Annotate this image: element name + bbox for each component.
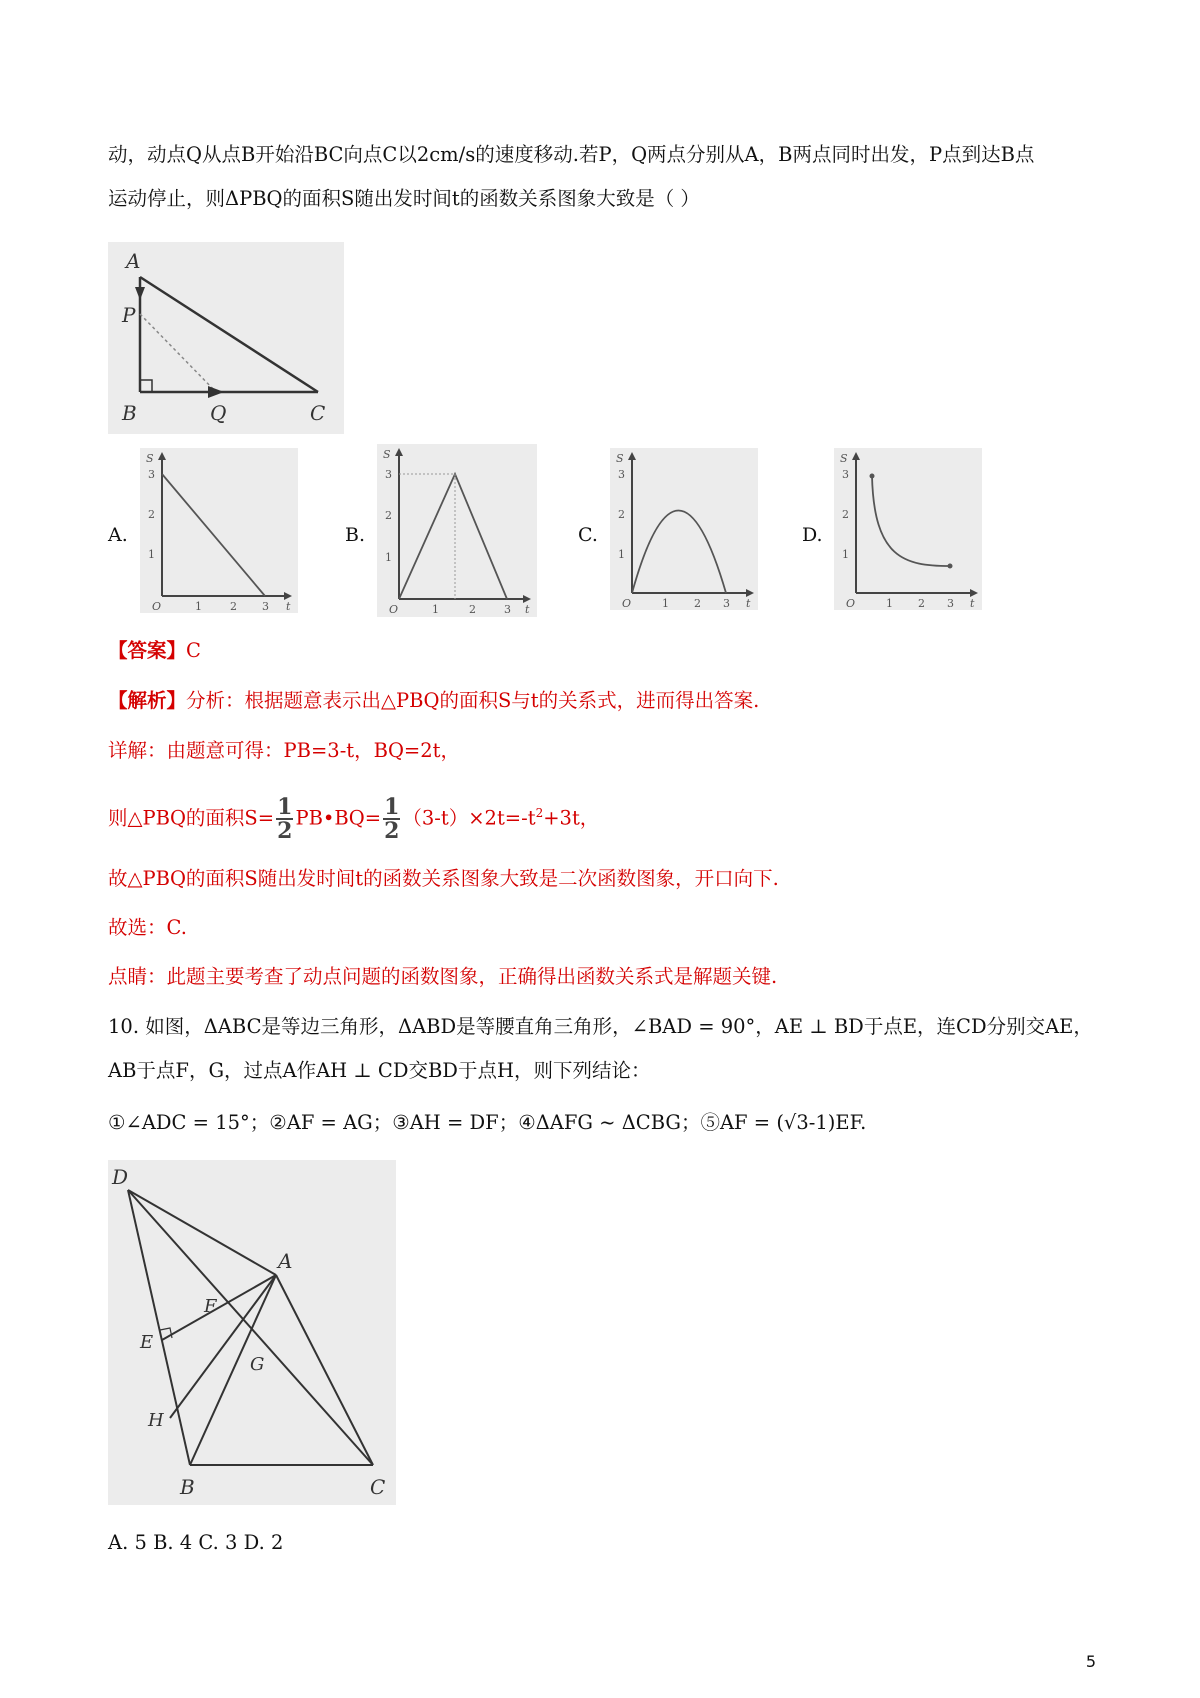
analysis-line — [108, 686, 759, 716]
label-f: F — [204, 1296, 217, 1317]
q9-line1: 动，动点Q从点B开始沿BC向点C以2cm/s的速度移动.若P，Q两点分别从A，B两点同时出发，P点到达B点 — [108, 143, 1035, 166]
label-a-q10: A — [278, 1249, 293, 1273]
label-g: G — [250, 1354, 265, 1375]
q9-triangle-figure — [108, 242, 344, 434]
label-c: C — [310, 401, 326, 425]
svg-text:S: S — [840, 452, 848, 465]
svg-text:1: 1 — [886, 597, 893, 610]
page-number: 5 — [1085, 1652, 1096, 1671]
svg-text:1: 1 — [148, 548, 155, 561]
svg-text:1: 1 — [432, 603, 439, 616]
svg-text:3: 3 — [385, 468, 392, 481]
svg-text:2: 2 — [694, 597, 701, 610]
svg-text:2: 2 — [618, 508, 625, 521]
svg-text:t: t — [970, 597, 975, 610]
comment-line: 点睛：此题主要考查了动点问题的函数图象，正确得出函数关系式是解题关键. — [108, 965, 778, 988]
option-a-label: A. — [108, 524, 128, 546]
q10-line3: ①∠ADC = 15°；②AF = AG；③AH = DF；④ΔAFG ~ ΔCBG；⑤AF = (√3-1)EF. — [108, 1111, 867, 1134]
svg-text:2: 2 — [148, 508, 155, 521]
fraction-one-half-1: $\frac{1}{2}$ — [277, 794, 293, 844]
svg-text:3: 3 — [842, 468, 849, 481]
option-b-graph — [377, 444, 537, 617]
svg-text:3: 3 — [723, 597, 730, 610]
svg-text:2: 2 — [842, 508, 849, 521]
option-b-label: B. — [345, 524, 366, 546]
fraction-one-half-2: $\frac{1}{2}$ — [384, 794, 400, 844]
q10-geometry-figure — [108, 1160, 396, 1505]
svg-text:t: t — [286, 600, 291, 613]
option-c-label: C. — [578, 524, 598, 546]
svg-text:2: 2 — [918, 597, 925, 610]
svg-text:O: O — [846, 597, 856, 610]
svg-text:3: 3 — [618, 468, 625, 481]
analysis-tag: 【解析】 — [108, 689, 187, 712]
label-e: E — [140, 1332, 154, 1353]
option-d-graph — [834, 448, 982, 610]
option-d-label: D. — [802, 524, 823, 546]
svg-text:t: t — [525, 603, 530, 616]
label-a: A — [126, 249, 141, 273]
answer-line — [108, 636, 201, 666]
label-p: P — [122, 303, 136, 327]
q10-line2: AB于点F，G，过点A作AH ⊥ CD交BD于点H，则下列结论： — [108, 1059, 651, 1082]
svg-text:1: 1 — [618, 548, 625, 561]
option-c-graph — [610, 448, 758, 610]
label-d: D — [112, 1165, 129, 1189]
q10-line1: 10. 如图，ΔABC是等边三角形，ΔABD是等腰直角三角形，∠BAD = 90°，AE ⊥ BD于点E，连CD分别交AE， — [108, 1015, 1093, 1038]
area-formula-line: 则△PBQ的面积S= $\frac{1}{2}$ PB•BQ= $\frac{1}{2}$ $(3-t)\times 2t=-t^2+3t$， — [108, 794, 600, 844]
svg-text:S: S — [146, 452, 154, 465]
answer-tag: 【答案】 — [108, 639, 187, 662]
svg-text:1: 1 — [662, 597, 669, 610]
label-c-q10: C — [370, 1475, 386, 1499]
svg-text:t: t — [746, 597, 751, 610]
label-q: Q — [210, 401, 227, 425]
svg-text:2: 2 — [230, 600, 237, 613]
q10-choices: A. 5 B. 4 C. 3 D. 2 — [108, 1531, 284, 1554]
svg-text:3: 3 — [262, 600, 269, 613]
svg-text:2: 2 — [469, 603, 476, 616]
label-b: B — [122, 401, 137, 425]
svg-text:1: 1 — [842, 548, 849, 561]
svg-text:1: 1 — [195, 600, 202, 613]
conclusion-line: 故△PBQ的面积S随出发时间t的函数关系图象大致是二次函数图象，开口向下. — [108, 867, 779, 890]
svg-text:3: 3 — [947, 597, 954, 610]
q9-line2: 运动停止，则ΔPBQ的面积S随出发时间t的函数关系图象大致是（ ） — [108, 187, 700, 210]
svg-text:1: 1 — [385, 551, 392, 564]
analysis-text: 分析：根据题意表示出△PBQ的面积S与t的关系式，进而得出答案. — [186, 689, 760, 712]
svg-text:O: O — [389, 603, 399, 616]
svg-text:O: O — [152, 600, 162, 613]
label-b-q10: B — [180, 1475, 195, 1499]
detail-line: 详解：由题意可得：PB=3-t，BQ=2t， — [108, 739, 461, 762]
answer-value: C — [186, 639, 201, 662]
label-h: H — [148, 1410, 164, 1431]
option-a-graph — [140, 448, 298, 613]
svg-text:S: S — [616, 452, 624, 465]
svg-text:2: 2 — [385, 509, 392, 522]
svg-text:3: 3 — [504, 603, 511, 616]
svg-text:3: 3 — [148, 468, 155, 481]
choice-line: 故选：C. — [108, 916, 187, 939]
svg-text:O: O — [622, 597, 632, 610]
svg-text:S: S — [383, 448, 391, 461]
